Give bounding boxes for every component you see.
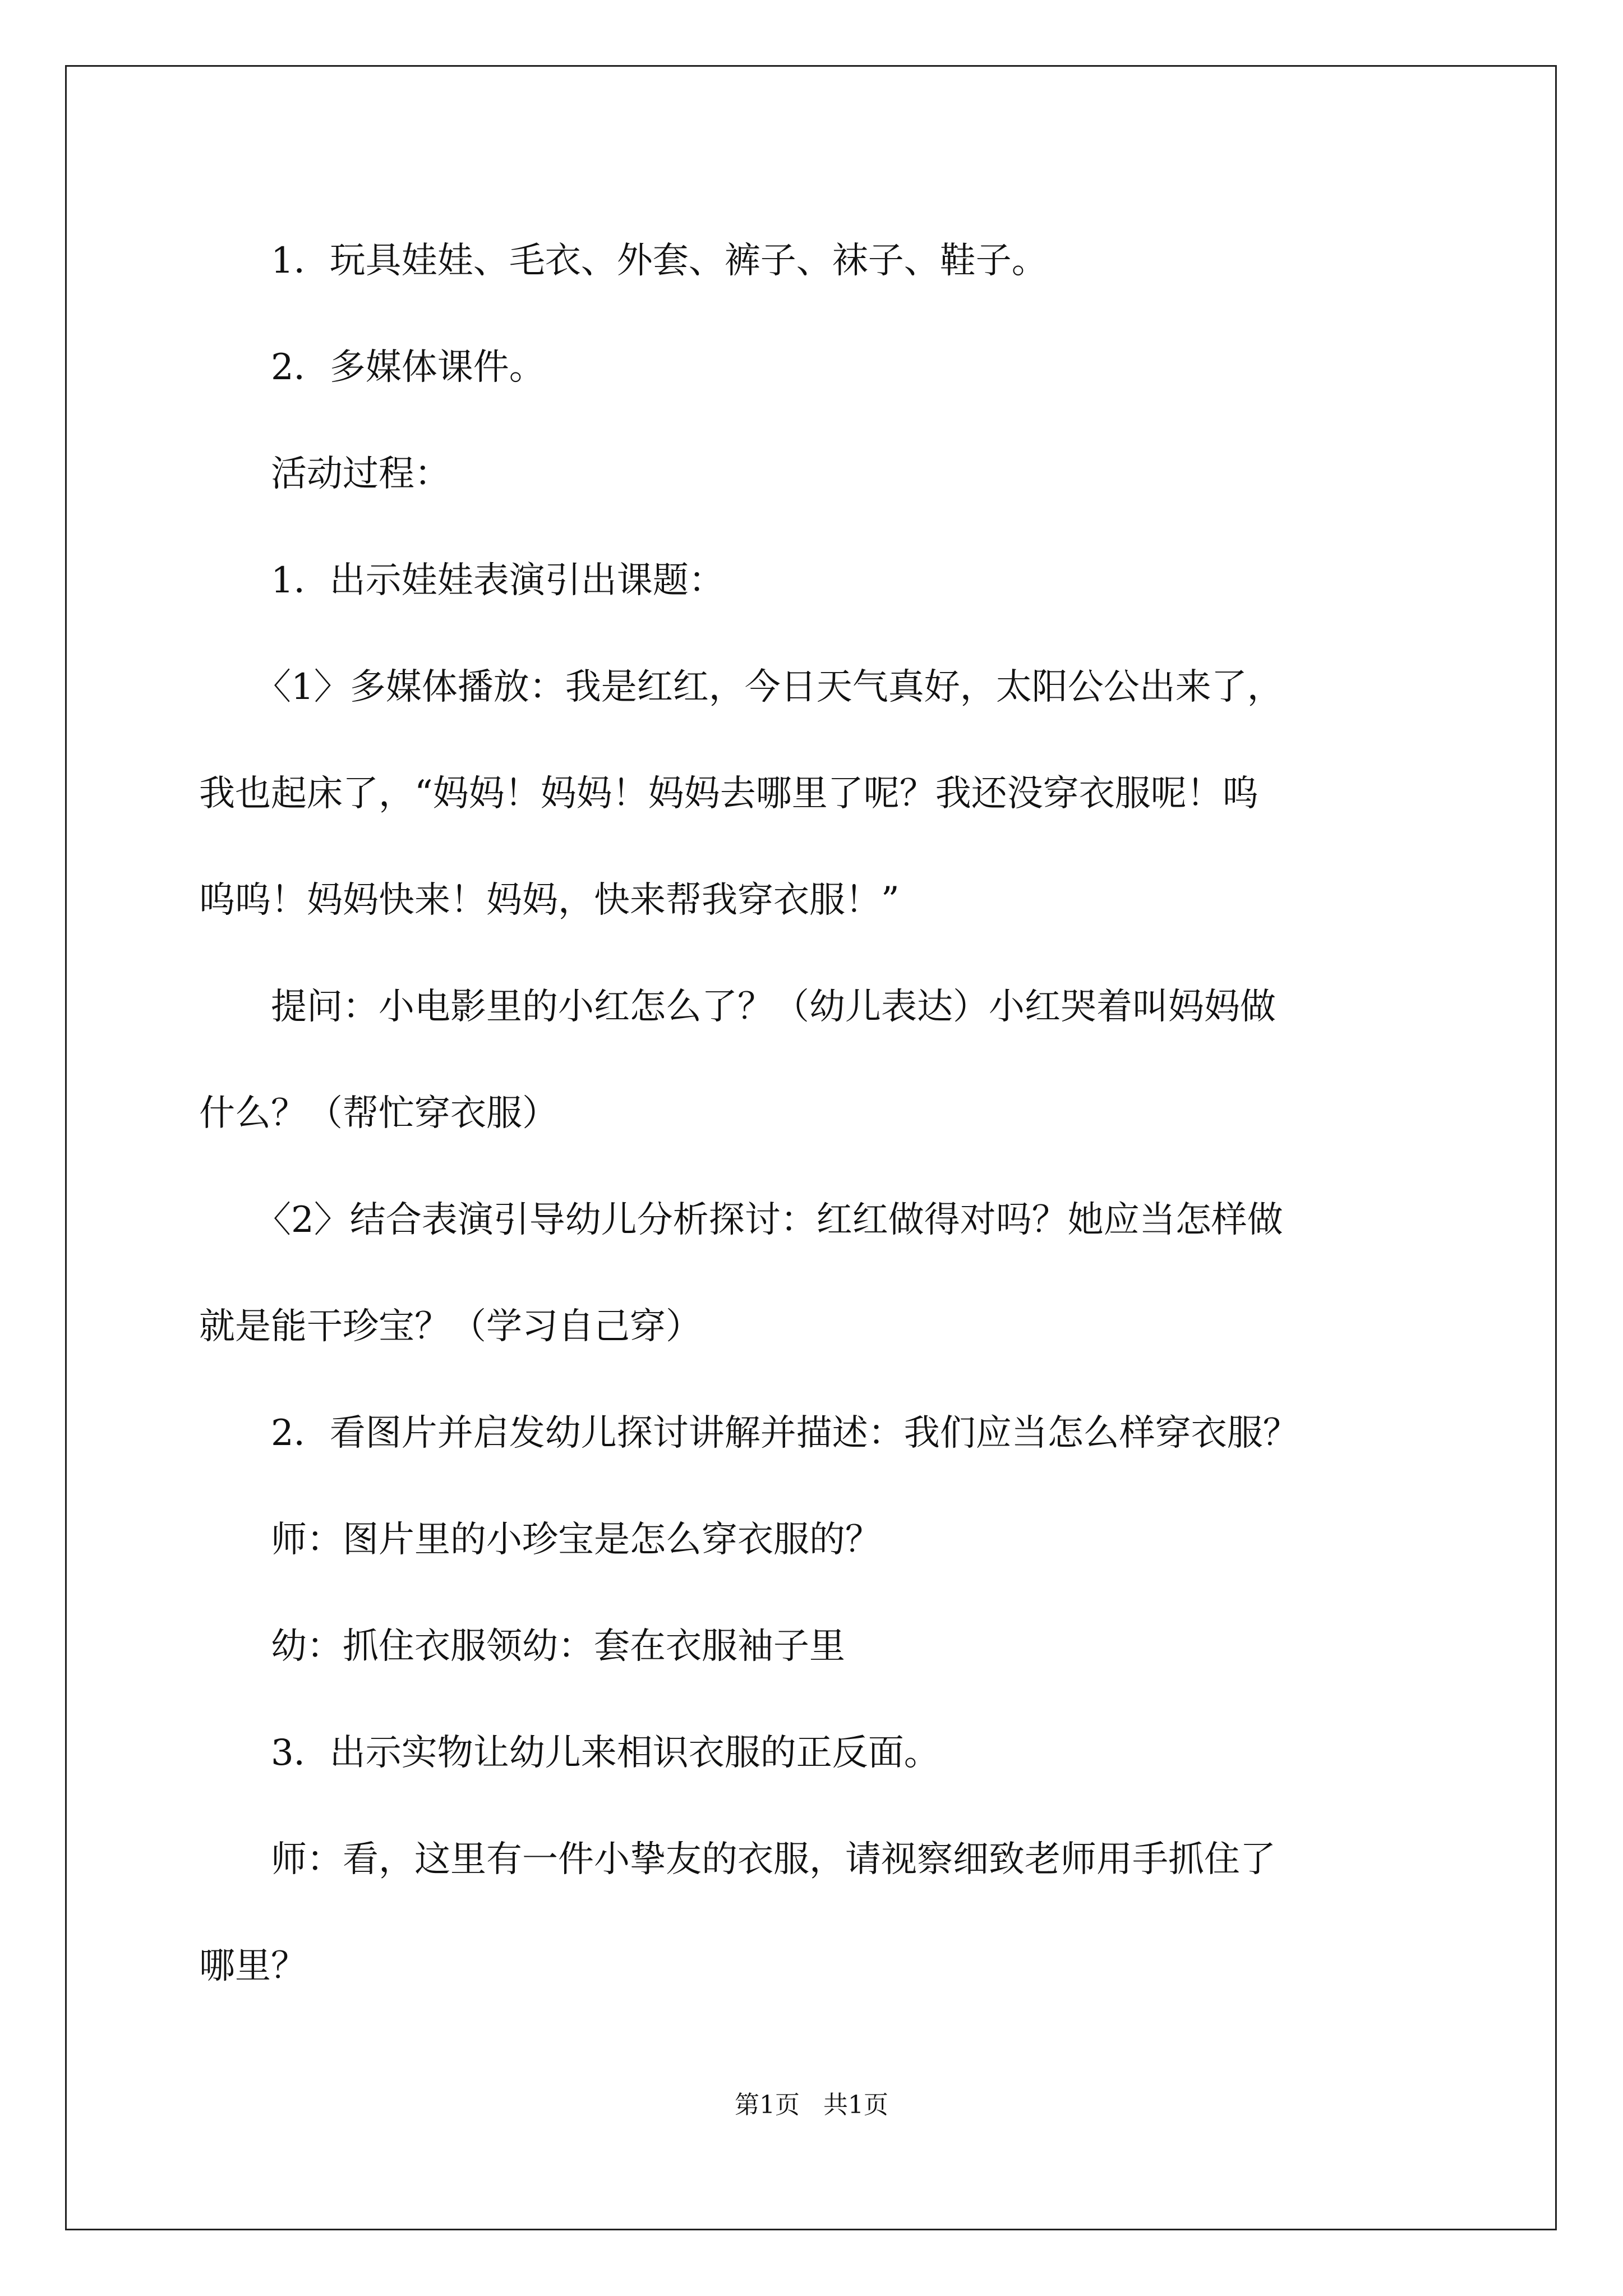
text-line-16: 师：看，这里有一件小挚友的衣服，请视察细致老师用手抓住了 bbox=[271, 1839, 1276, 1880]
text-line-12: 2．看图片并启发幼儿探讨讲解并描述：我们应当怎么样穿衣服？ bbox=[271, 1412, 1299, 1454]
text-line-14: 幼：抓住衣服领幼：套在衣服袖子里 bbox=[271, 1626, 845, 1667]
text-line-6: 我也起床了，“妈妈！妈妈！妈妈去哪里了呢？我还没穿衣服呢！呜 bbox=[199, 773, 1258, 815]
text-line-9: 什么？（帮忙穿衣服） bbox=[199, 1093, 558, 1134]
text-line-10: 〈2〉结合表演引导幼儿分析探讨：红红做得对吗？她应当怎样做 bbox=[255, 1199, 1283, 1241]
text-line-4: 1．出示娃娃表演引出课题： bbox=[271, 560, 725, 601]
text-line-2: 2．多媒体课件。 bbox=[271, 347, 545, 388]
text-line-7: 呜呜！妈妈快来！妈妈，快来帮我穿衣服！” bbox=[199, 880, 900, 921]
document-body bbox=[199, 208, 1438, 2019]
text-line-5: 〈1〉多媒体播放：我是红红，今日天气真好，太阳公公出来了， bbox=[255, 666, 1283, 708]
text-line-15: 3．出示实物让幼儿来相识衣服的正反面。 bbox=[271, 1732, 940, 1774]
text-line-3: 活动过程： bbox=[271, 453, 450, 495]
text-line-8: 提问：小电影里的小红怎么了？（幼儿表达）小红哭着叫妈妈做 bbox=[271, 986, 1276, 1028]
text-line-17: 哪里？ bbox=[199, 1945, 307, 1987]
text-line-11: 就是能干珍宝？（学习自己穿） bbox=[199, 1306, 702, 1347]
text-line-1: 1．玩具娃娃、毛衣、外套、裤子、袜子、鞋子。 bbox=[271, 240, 1048, 282]
text-line-13: 师：图片里的小珍宝是怎么穿衣服的？ bbox=[271, 1519, 881, 1561]
page-footer: 第1页 共1页 bbox=[735, 2091, 888, 2119]
